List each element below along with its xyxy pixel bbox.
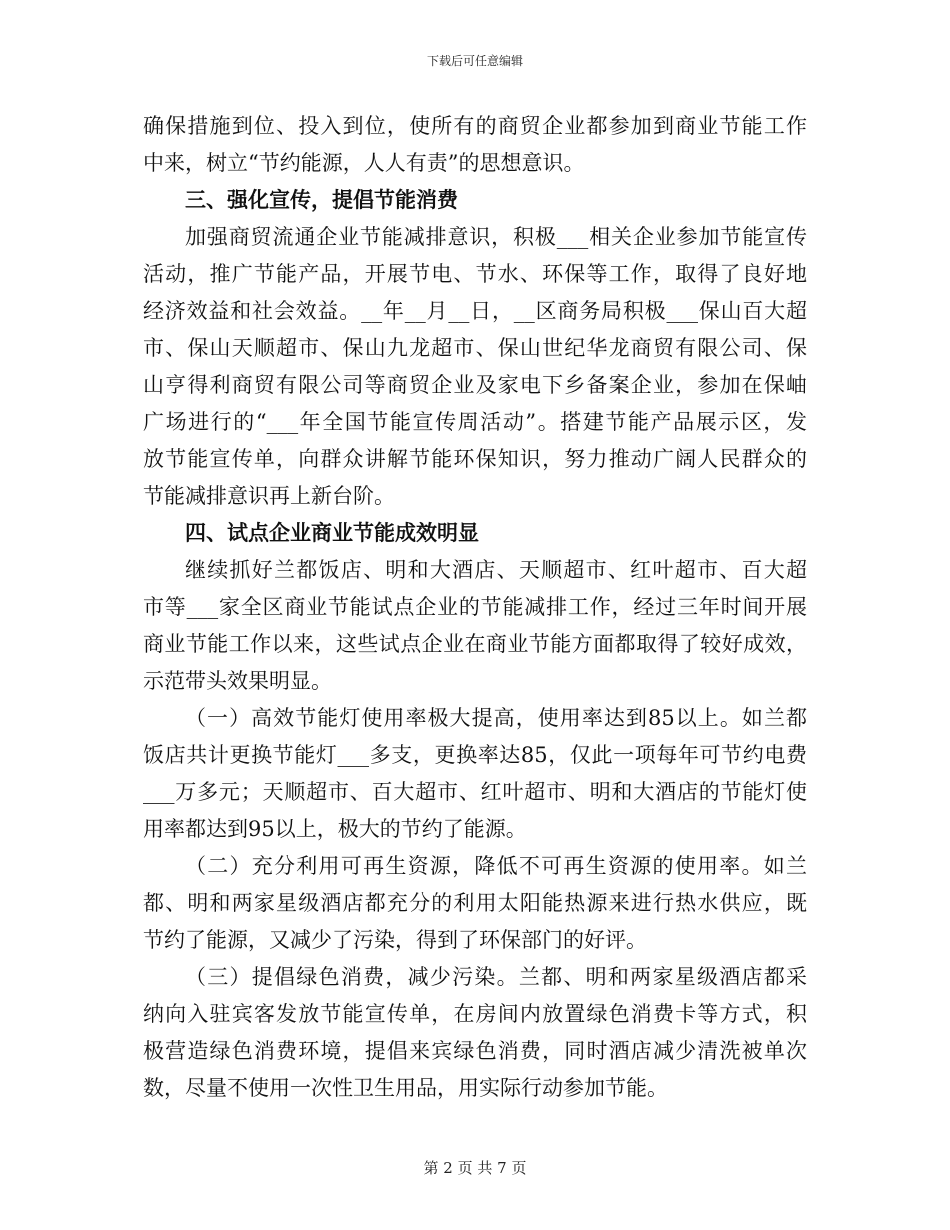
- text-line: 示范带头效果明显。: [143, 669, 332, 693]
- document-body: [143, 108, 807, 1107]
- text-line: 节约了能源，又减少了污染，得到了环保部门的好评。: [143, 928, 647, 952]
- paragraph-5: [143, 848, 807, 959]
- paragraph-3: [143, 552, 807, 700]
- text-line: 商业节能工作以来，这些试点企业在商业节能方面都取得了较好成效，: [143, 632, 807, 656]
- text-line: 纳向入驻宾客发放节能宣传单，在房间内放置绿色消费卡等方式，积: [143, 1002, 807, 1026]
- text-line: 饭店共计更换节能灯___多支，更换率达85，仅此一项每年可节约电费: [143, 743, 807, 767]
- text-line: 继续抓好兰都饭店、明和大酒店、天顺超市、红叶超市、百大超: [185, 558, 807, 582]
- text-line: 用率都达到95以上，极大的节约了能源。: [143, 817, 527, 841]
- text-line: 确保措施到位、投入到位，使所有的商贸企业都参加到商业节能工作: [143, 114, 807, 138]
- text-line: 数，尽量不使用一次性卫生用品，用实际行动参加节能。: [143, 1076, 668, 1100]
- paragraph-2: [143, 219, 807, 515]
- paragraph-4: [143, 700, 807, 848]
- text-line: （一）高效节能灯使用率极大提高，使用率达到85以上。如兰都: [185, 706, 807, 730]
- text-line: 放节能宣传单，向群众讲解节能环保知识，努力推动广阔人民群众的: [143, 447, 807, 471]
- paragraph-1: [143, 108, 807, 182]
- text-line: ___万多元；天顺超市、百大超市、红叶超市、明和大酒店的节能灯使: [143, 780, 807, 804]
- text-line: 广场进行的“___年全国节能宣传周活动”。搭建节能产品展示区，发: [143, 410, 807, 434]
- text-line: 加强商贸流通企业节能减排意识，积极___相关企业参加节能宣传: [185, 225, 807, 249]
- text-line: 都、明和两家星级酒店都充分的利用太阳能热源来进行热水供应，既: [143, 891, 807, 915]
- section-heading-4: 四、试点企业商业节能成效明显: [185, 521, 479, 545]
- text-line: 中来，树立“节约能源，人人有责”的思想意识。: [143, 151, 585, 175]
- text-line: 经济效益和社会效益。__年__月__日，__区商务局积极___保山百大超: [143, 299, 807, 323]
- page-header: 下载后可任意编辑: [426, 54, 523, 68]
- text-line: 市等___家全区商业节能试点企业的节能减排工作，经过三年时间开展: [143, 595, 807, 619]
- paragraph-6: [143, 959, 807, 1107]
- text-line: 山亨得利商贸有限公司等商贸企业及家电下乡备案企业，参加在保岫: [143, 373, 807, 397]
- text-line: 节能减排意识再上新台阶。: [143, 484, 395, 508]
- text-line: （三）提倡绿色消费，减少污染。兰都、明和两家星级酒店都采: [185, 965, 807, 989]
- text-line: 极营造绿色消费环境，提倡来宾绿色消费，同时酒店减少清洗被单次: [143, 1039, 807, 1063]
- section-heading-3: 三、强化宣传，提倡节能消费: [185, 188, 458, 212]
- text-line: 活动，推广节能产品，开展节电、节水、环保等工作，取得了良好地: [143, 262, 807, 286]
- page-footer: 第 2 页 共 7 页: [423, 1159, 527, 1177]
- text-line: （二）充分利用可再生资源，降低不可再生资源的使用率。如兰: [185, 854, 807, 878]
- text-line: 市、保山天顺超市、保山九龙超市、保山世纪华龙商贸有限公司、保: [143, 336, 807, 360]
